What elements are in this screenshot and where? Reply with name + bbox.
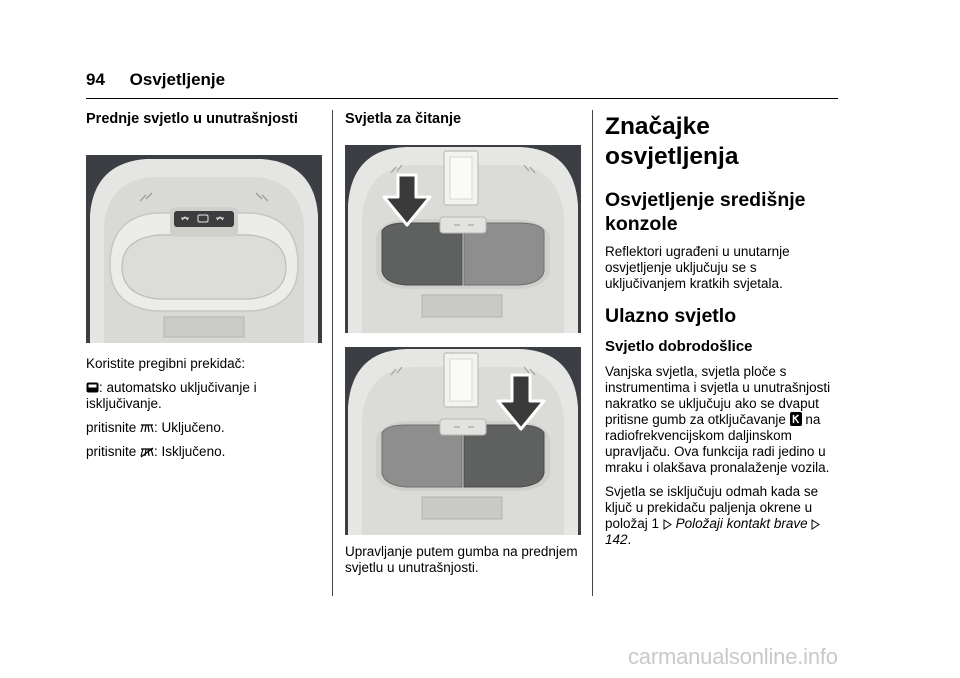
on-paragraph: pritisnite : Uključeno. — [86, 420, 225, 435]
column-lighting-features — [605, 110, 841, 548]
unlock-button-icon — [790, 412, 802, 426]
heading-entry-lighting: Ulazno svjetlo — [605, 305, 737, 327]
heading-center-console-lighting: Osvjetljenje središnje konzole — [605, 189, 806, 235]
reading-light-right-illustration — [345, 347, 581, 535]
header-rule — [86, 98, 838, 99]
auto-paragraph: : automatsko uključivanje i isključivanje. — [86, 380, 257, 411]
door-switch-icon — [86, 381, 99, 394]
heading-welcome-light: Svjetlo dobrodošlice — [605, 338, 753, 355]
column-divider-right — [592, 110, 593, 596]
page-header — [86, 70, 225, 90]
watermark: carmanualsonline.info — [628, 644, 838, 669]
intro-text: Koristite pregibni prekidač: — [86, 356, 246, 371]
cross-reference-icon — [663, 519, 672, 530]
ref-link-title[interactable]: Položaji kontakt brave — [675, 516, 808, 531]
column-divider-left — [332, 110, 333, 596]
reading-lights-caption: Upravljanje putem gumba na prednjem svjetlu u unutrašnjosti. — [345, 544, 578, 575]
column-front-interior-light — [86, 110, 322, 460]
column-reading-lights — [345, 110, 581, 576]
section-title-lighting-features: Značajke osvjetljenja — [605, 113, 739, 170]
center-console-text: Reflektori ugrađeni u unutarnje osvjetljenje uključuju se s uključivanjem kratkih svjetala. — [605, 244, 790, 291]
cross-reference-icon-2 — [811, 519, 820, 530]
chapter-title: Osvjetljenje — [129, 70, 226, 89]
front-interior-light-illustration — [86, 155, 322, 343]
lights-off-text: Svjetla se isključuju odmah kada se ključ u prekidaču paljenja okrene u položaj 1 Položaji kontakt brave 142. — [605, 484, 841, 548]
welcome-light-text: Vanjska svjetla, svjetla ploče s instrumentima i svjetla u unutrašnjosti nakratko se uključuju ako se dvaput pritisne gumb za otključavanje na radiofrekvencijskom daljinskom upravljaču. Ova funkcija radi jedino u mraku i olakšava pronalaženje vozila. — [605, 364, 831, 475]
section-heading-reading-lights: Svjetla za čitanje — [345, 111, 462, 127]
reading-light-left-illustration — [345, 145, 581, 333]
page-number: 94 — [86, 70, 105, 89]
section-heading-front-light: Prednje svjetlo u unutrašnjosti — [86, 111, 298, 127]
off-paragraph: pritisnite : Isključeno. — [86, 444, 226, 459]
lamp-off-icon — [140, 447, 154, 458]
lamp-on-icon — [140, 423, 154, 434]
ref-link-page[interactable]: 142 — [605, 532, 628, 547]
